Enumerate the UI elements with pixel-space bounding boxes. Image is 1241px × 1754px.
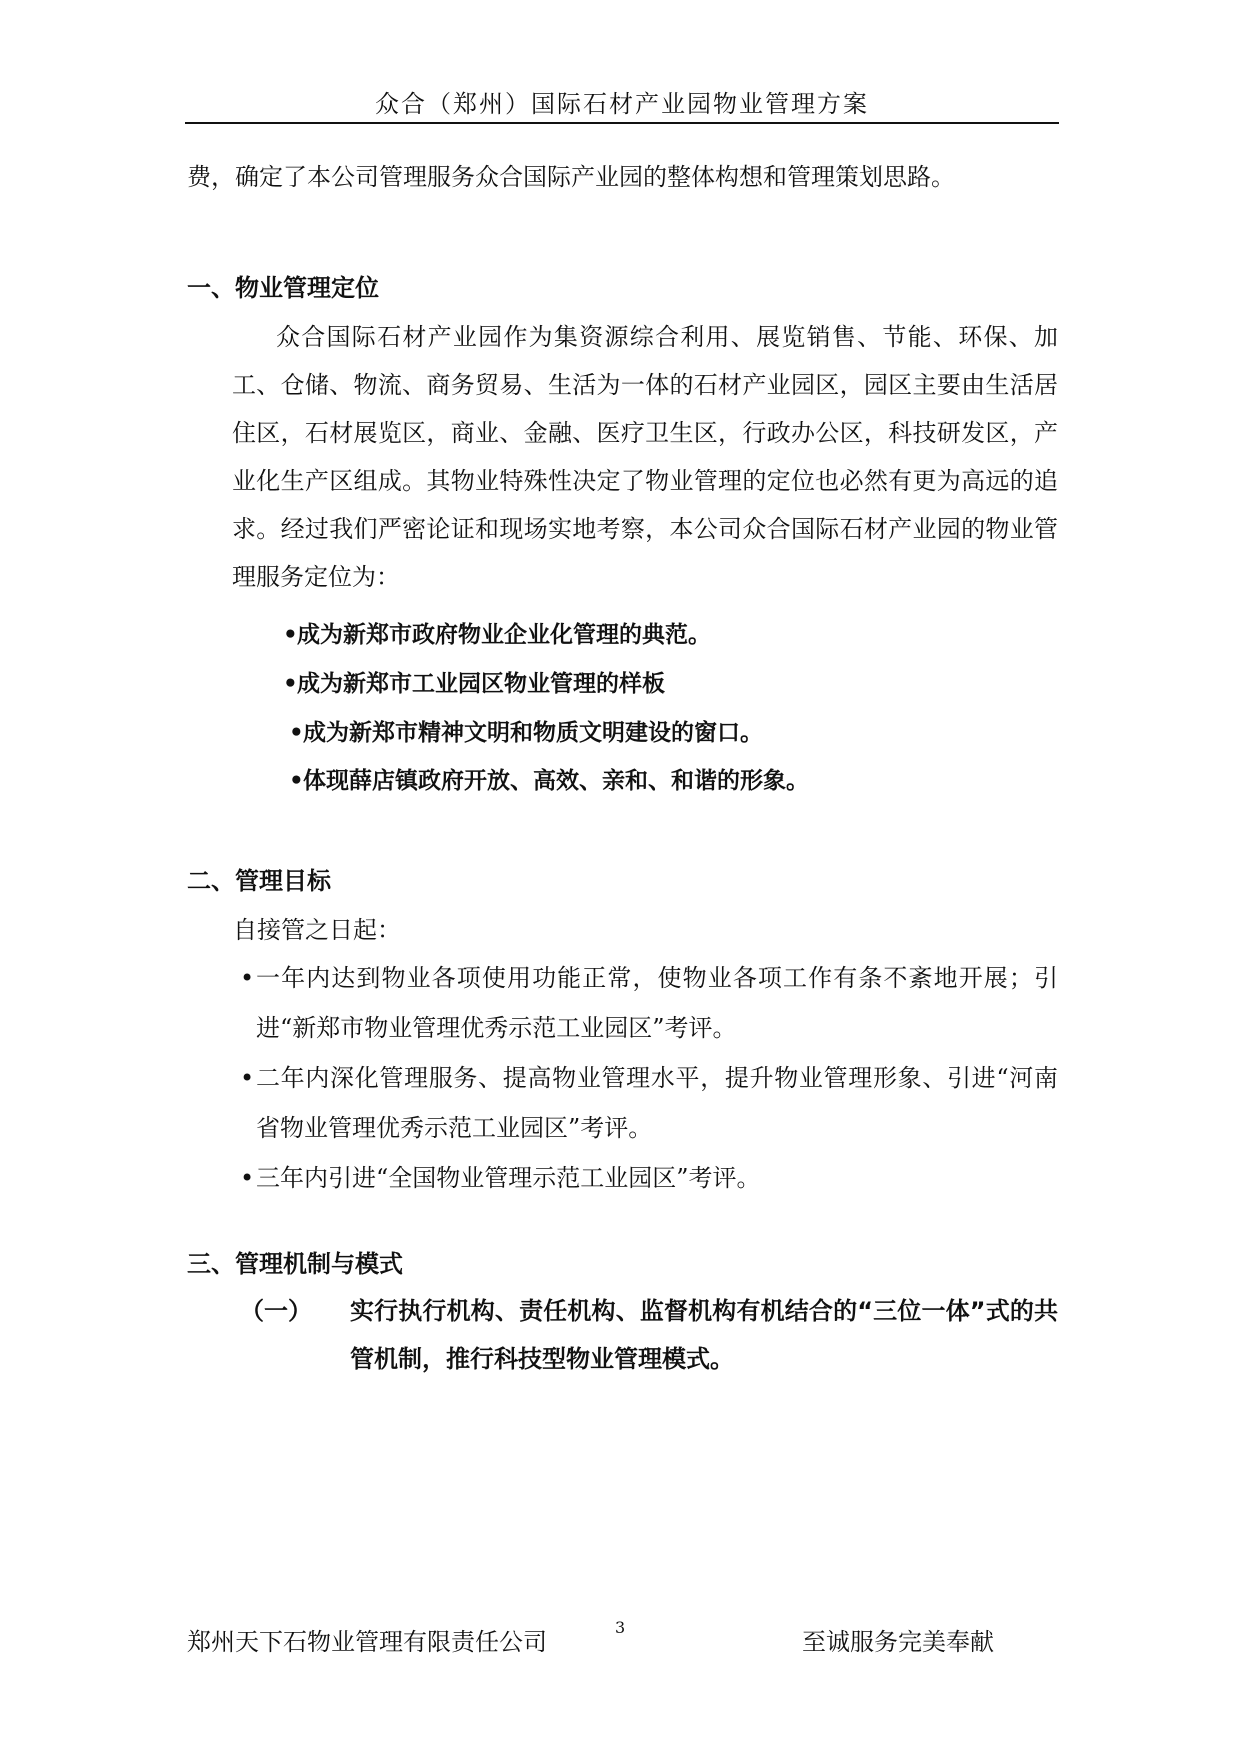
goal-text: 一年内达到物业各项使用功能正常，使物业各项工作有条不紊地开展；引进“新郑市物业管理优秀示范工业园区”考评。 [256,964,1058,1042]
bullet-icon: • [283,671,298,697]
goal-item-1 [240,953,1058,1053]
page-number: 3 [615,1618,626,1637]
positioning-paragraph: 众合国际石材产业园作为集资源综合利用、展览销售、节能、环保、加工、仓储、物流、商务贸易、生活为一体的石材产业园区，园区主要由生活居住区，石材展览区，商业、金融、医疗卫生区，行政办公区，科技研发区，产业化生产区组成。其物业特殊性决定了物业管理的定位也必然有更为高远的追求。经过我们严密论证和现场实地考察，本公司众合国际石材产业园的物业管理服务定位为： [232,323,1058,591]
section-heading-mechanism: 三、管理机制与模式 [187,1250,403,1278]
bullet-icon: • [240,964,255,992]
intro-continuation: 费，确定了本公司管理服务众合国际产业园的整体构想和管理策划思路。 [187,163,955,191]
header-divider [185,122,1059,124]
subsection-text: 实行执行机构、责任机构、监督机构有机结合的“三位一体”式的共管机制，推行科技型物业管理模式。 [350,1297,1058,1373]
goal-item-3 [240,1153,1058,1203]
bullet-icon: • [289,768,304,794]
goals-lead: 自接管之日起： [233,916,401,944]
positioning-bullet-text: 成为新郑市精神文明和物质文明建设的窗口。 [303,720,763,746]
footer-slogan: 至诚服务完美奉献 [802,1628,994,1656]
footer-company: 郑州天下石物业管理有限责任公司 [187,1628,547,1656]
bullet-icon: • [240,1164,255,1192]
goal-text: 二年内深化管理服务、提高物业管理水平，提升物业管理形象、引进“河南省物业管理优秀示范工业园区”考评。 [256,1064,1058,1142]
positioning-bullet-text: 成为新郑市工业园区物业管理的样板 [297,671,665,697]
bullet-icon: • [289,720,304,746]
positioning-bullet-3 [289,709,763,757]
bullet-icon: • [283,622,298,648]
positioning-bullet-1 [283,611,711,659]
page-header-title: 众合（郑州）国际石材产业园物业管理方案 [375,90,869,118]
positioning-bullet-4 [289,757,809,805]
goal-item-2 [240,1053,1058,1153]
subsection-label: （一） [240,1297,312,1325]
section-heading-goals: 二、管理目标 [187,867,331,895]
section-heading-positioning: 一、物业管理定位 [187,274,379,302]
positioning-bullet-2 [283,660,665,708]
bullet-icon: • [240,1064,255,1092]
positioning-bullet-text: 体现薛店镇政府开放、高效、亲和、和谐的形象。 [303,768,809,794]
goal-text: 三年内引进“全国物业管理示范工业园区”考评。 [256,1164,761,1192]
positioning-bullet-text: 成为新郑市政府物业企业化管理的典范。 [297,622,711,648]
